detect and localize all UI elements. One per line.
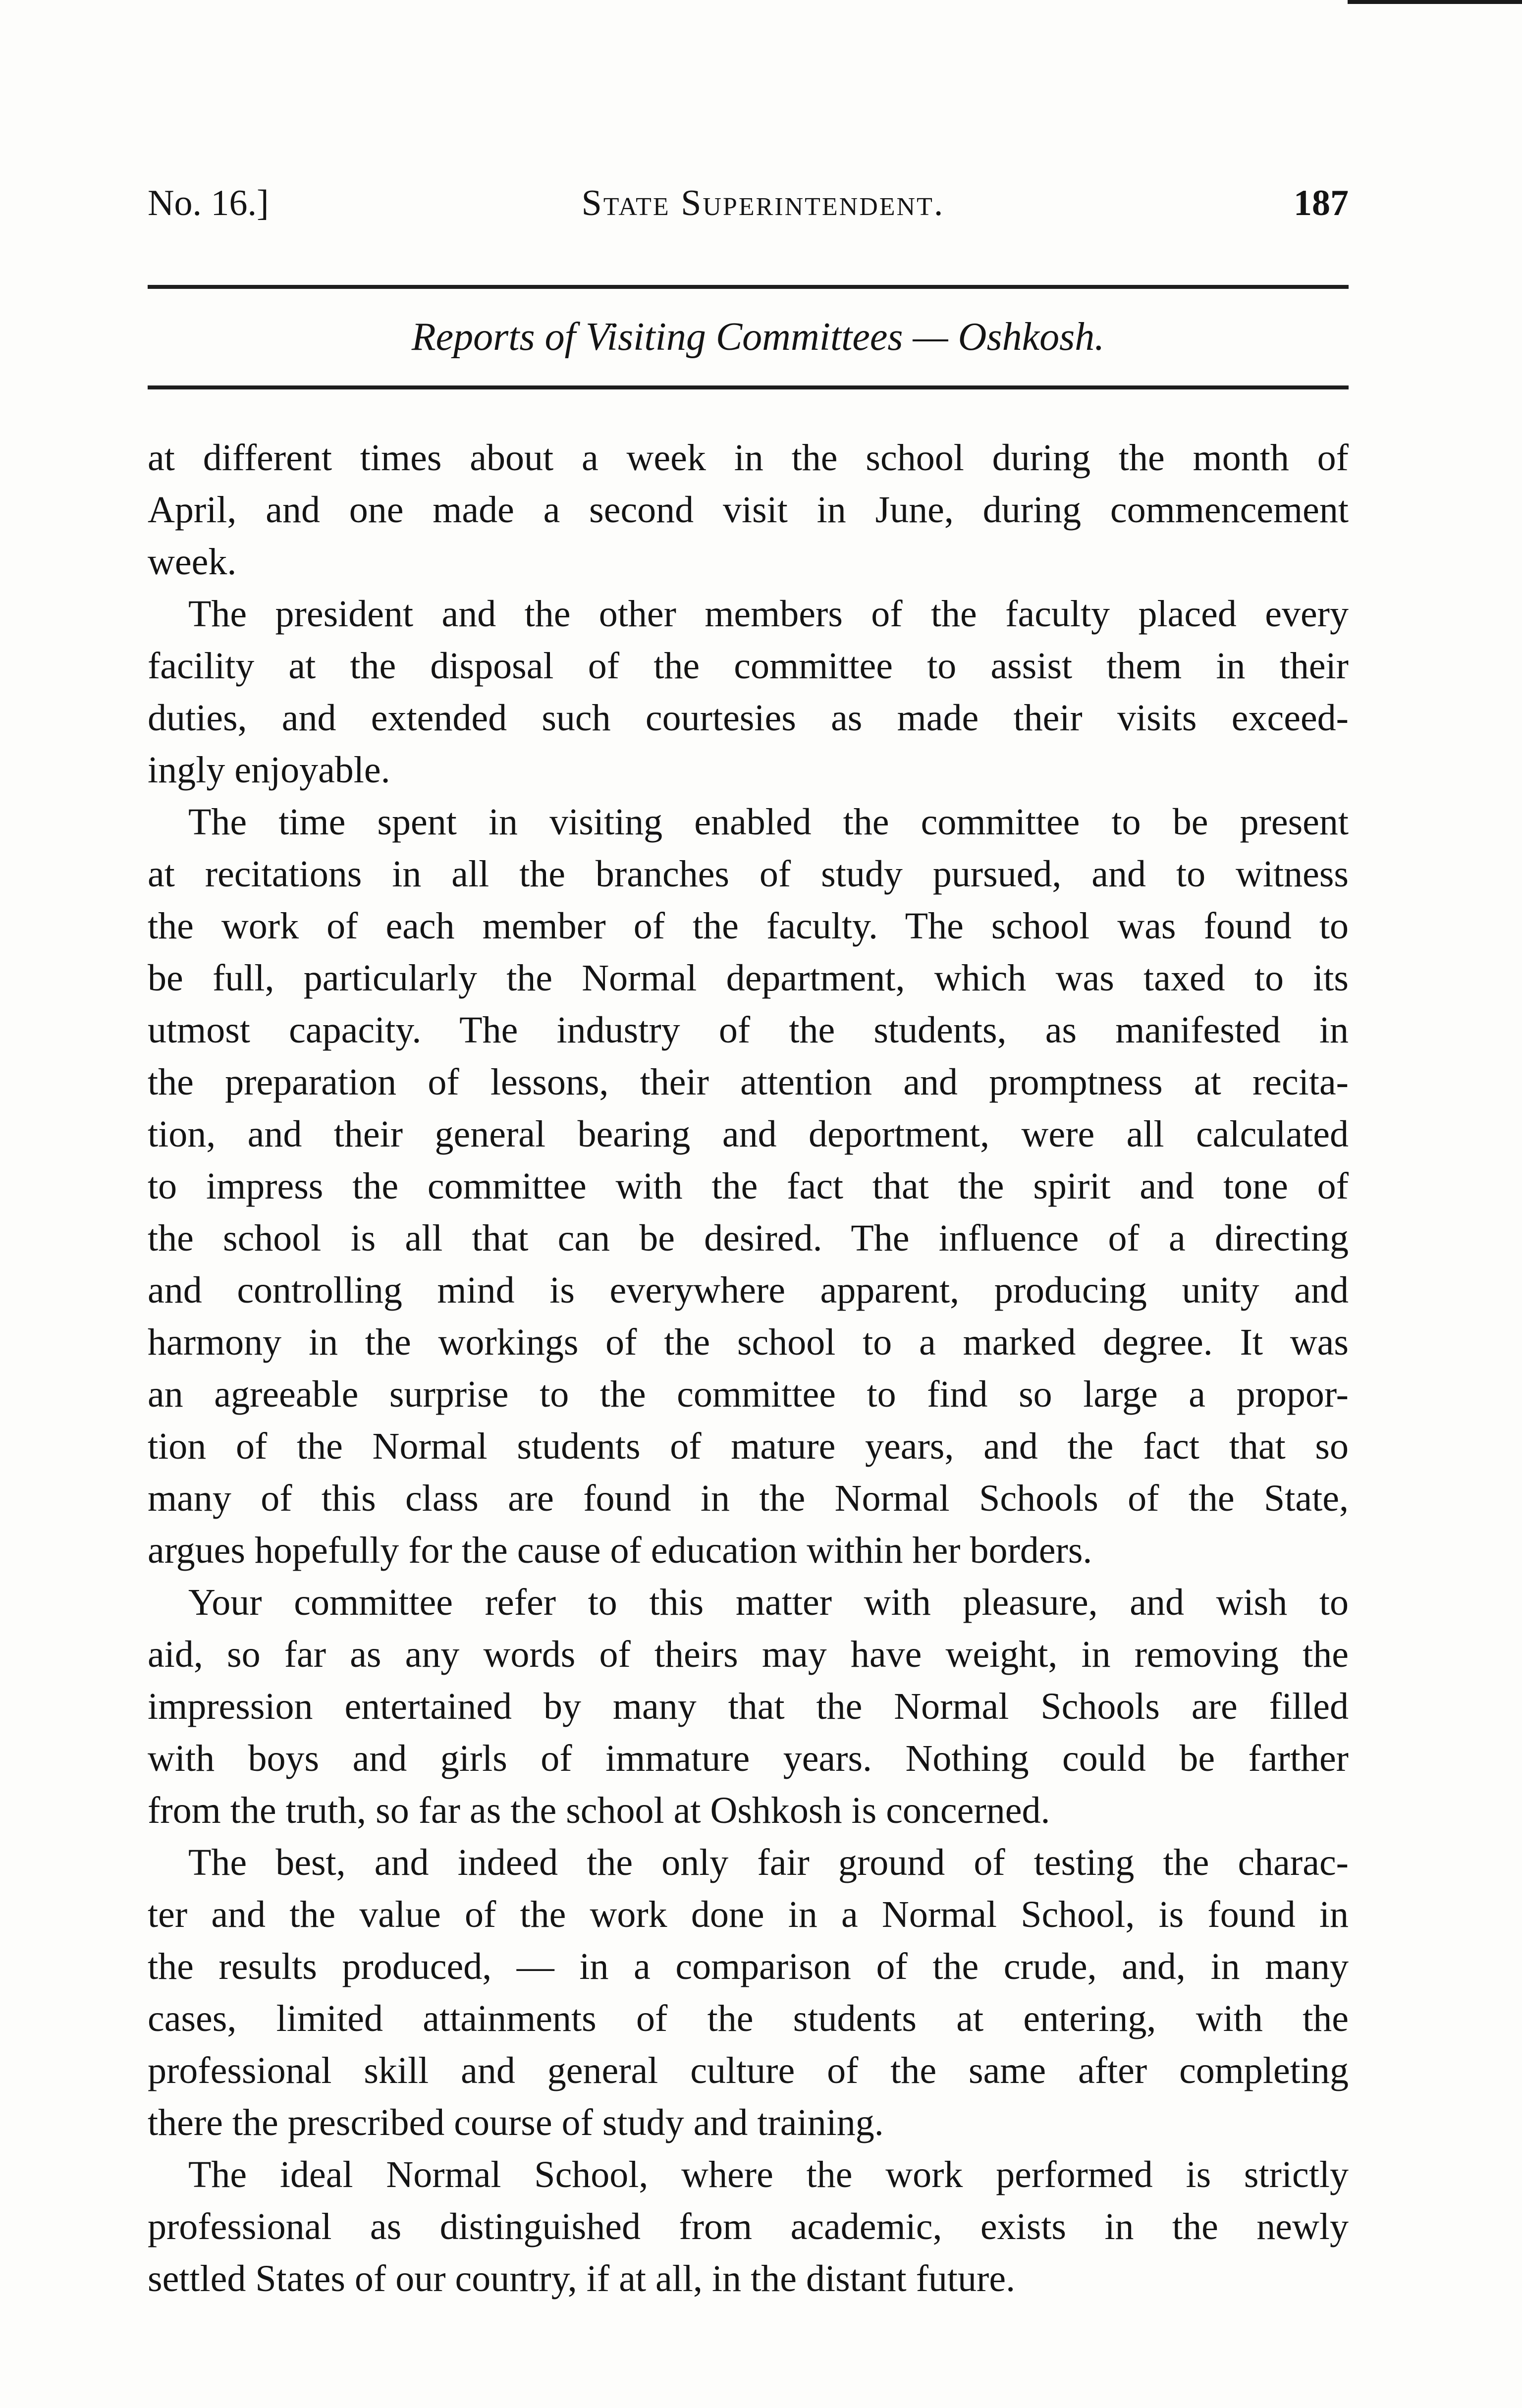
text-line: The time spent in visiting enabled the committee to be present bbox=[188, 801, 1349, 843]
text-line: and controlling mind is everywhere apparent, producing unity and bbox=[148, 1269, 1349, 1311]
text-line: tion of the Normal students of mature years, and the fact that so bbox=[148, 1425, 1349, 1467]
text-line: settled States of our country, if at all, in the distant future. bbox=[148, 2258, 1016, 2299]
text-line: The best, and indeed the only fair ground of testing the charac- bbox=[188, 1842, 1349, 1883]
text-line: utmost capacity. The industry of the students, as manifested in bbox=[148, 1009, 1349, 1051]
text-line: to impress the committee with the fact that the spirit and tone of bbox=[148, 1165, 1349, 1207]
header-rule-bottom bbox=[148, 385, 1349, 389]
scan-edge-mark bbox=[1348, 0, 1522, 4]
text-line: professional skill and general culture of the same after completing bbox=[148, 2050, 1349, 2091]
text-line: at recitations in all the branches of study pursued, and to witness bbox=[148, 853, 1349, 895]
document-number: No. 16.] bbox=[148, 183, 269, 223]
text-line: The president and the other members of the faculty placed every bbox=[188, 593, 1349, 635]
text-line: harmony in the workings of the school to a marked degree. It was bbox=[148, 1321, 1349, 1363]
body-text bbox=[148, 432, 1349, 2305]
text-line: aid, so far as any words of theirs may have weight, in removing the bbox=[148, 1634, 1349, 1675]
text-line: The ideal Normal School, where the work performed is strictly bbox=[188, 2154, 1349, 2195]
text-line: Your committee refer to this matter with pleasure, and wish to bbox=[188, 1582, 1349, 1623]
text-line: there the prescribed course of study and training. bbox=[148, 2102, 884, 2143]
text-line: impression entertained by many that the Normal Schools are filled bbox=[148, 1686, 1349, 1727]
text-line: tion, and their general bearing and deportment, were all calculated bbox=[148, 1113, 1349, 1155]
text-line: ter and the value of the work done in a Normal School, is found in bbox=[148, 1894, 1349, 1935]
section-title: Reports of Visiting Committees — Oshkosh. bbox=[411, 315, 1105, 359]
text-line: cases, limited attainments of the students at entering, with the bbox=[148, 1998, 1349, 2039]
text-line: with boys and girls of immature years. Nothing could be farther bbox=[148, 1738, 1349, 1779]
header-rule-top bbox=[148, 285, 1349, 289]
text-line: ingly enjoyable. bbox=[148, 749, 390, 791]
running-head bbox=[148, 173, 1349, 233]
text-line: the results produced, — in a comparison of the crude, and, in many bbox=[148, 1946, 1349, 1987]
text-line: be full, particularly the Normal department, which was taxed to its bbox=[148, 957, 1349, 999]
text-line: many of this class are found in the Normal Schools of the State, bbox=[148, 1478, 1349, 1519]
text-line: argues hopefully for the cause of education within her borders. bbox=[148, 1530, 1092, 1571]
text-line: the school is all that can be desired. The influence of a directing bbox=[148, 1217, 1349, 1259]
running-title: State Superintendent. bbox=[581, 183, 945, 223]
text-line: week. bbox=[148, 541, 237, 583]
text-line: at different times about a week in the school during the month of bbox=[148, 437, 1349, 479]
text-line: the preparation of lessons, their attention and promptness at recita- bbox=[148, 1061, 1349, 1103]
page-number: 187 bbox=[1294, 183, 1349, 223]
text-line: an agreeable surprise to the committee to find so large a propor- bbox=[148, 1373, 1349, 1415]
text-line: April, and one made a second visit in June, during commencement bbox=[148, 489, 1349, 531]
text-line: facility at the disposal of the committee to assist them in their bbox=[148, 645, 1349, 687]
text-line: the work of each member of the faculty. The school was found to bbox=[148, 905, 1349, 947]
text-line: duties, and extended such courtesies as made their visits exceed- bbox=[148, 697, 1349, 739]
text-line: professional as distinguished from academic, exists in the newly bbox=[148, 2206, 1349, 2247]
text-line: from the truth, so far as the school at Oshkosh is concerned. bbox=[148, 1790, 1050, 1831]
